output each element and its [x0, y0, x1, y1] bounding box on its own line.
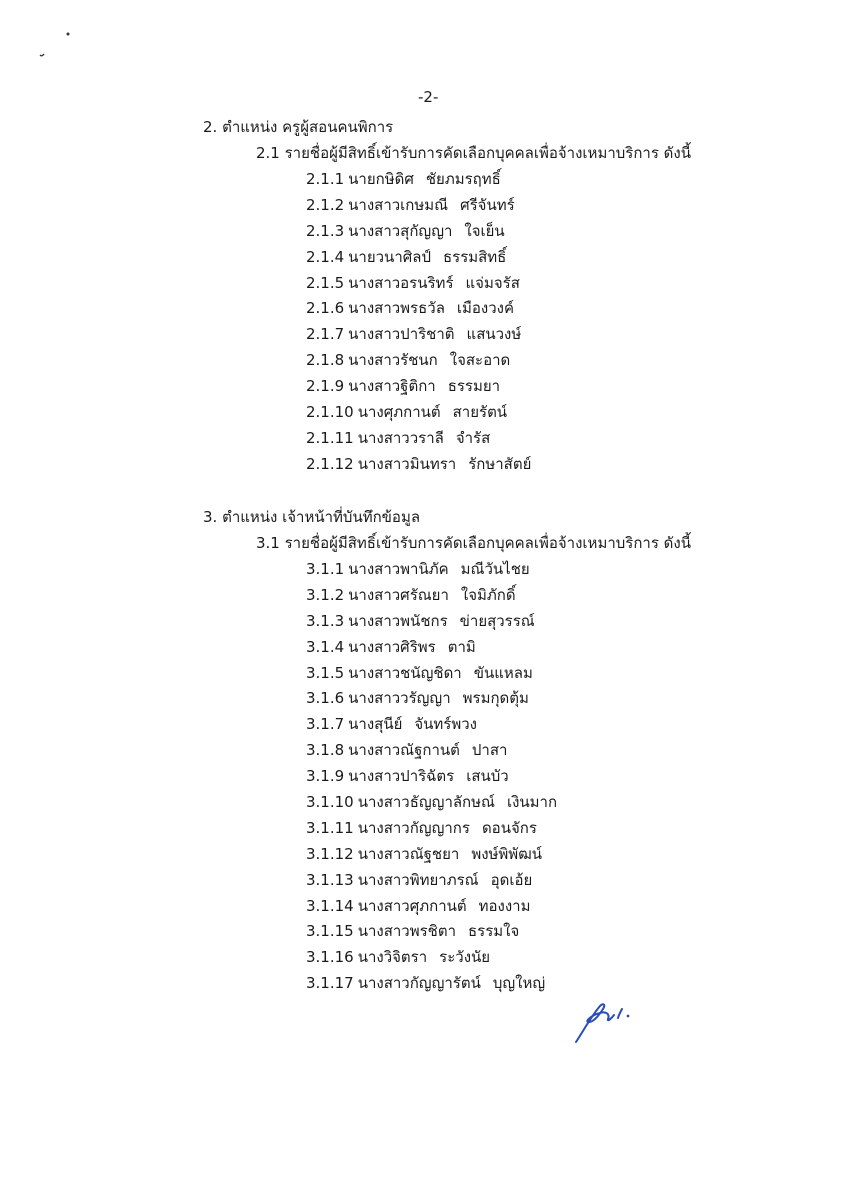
list-item	[306, 374, 531, 400]
item-number: 3.1.1	[306, 560, 345, 578]
section-subheading-2-1: 2.1 รายชื่อผู้มีสิทธิ์เข้ารับการคัดเลือกบุคคลเพื่อจ้างเหมาบริการ ดังนี้	[256, 144, 691, 162]
list-item	[306, 219, 531, 245]
item-number: 2.1.1	[306, 170, 345, 188]
item-number: 3.1.6	[306, 689, 345, 708]
person-name: นางสาวณัฐชยา	[357, 844, 460, 863]
item-number: 3.1.5	[306, 663, 345, 682]
person-name: นางสาวกัญญากร	[357, 818, 470, 837]
list-item	[306, 609, 557, 635]
person-name: นางสาวพรธวัล	[348, 299, 445, 318]
list-item	[306, 167, 531, 193]
list-item	[306, 971, 557, 997]
list-item	[306, 790, 557, 816]
person-name: นางสาวศุภกานต์	[357, 896, 467, 915]
item-number: 3.1.15	[306, 922, 354, 941]
person-surname: บุญใหญ่	[492, 974, 546, 993]
person-name: นางสาวพิทยาภรณ์	[357, 870, 479, 889]
scan-speck-icon	[36, 28, 76, 68]
section-subheading-3-1: 3.1 รายชื่อผู้มีสิทธิ์เข้ารับการคัดเลือกบุคคลเพื่อจ้างเหมาบริการ ดังนี้	[256, 534, 691, 552]
list-item	[306, 868, 557, 894]
item-number: 3.1.13	[306, 870, 354, 889]
list-item	[306, 557, 557, 583]
section-heading-2: 2. ตำแหน่ง ครูผู้สอนคนพิการ	[203, 118, 394, 136]
person-surname: จำรัส	[455, 428, 491, 447]
person-surname: ธรรมยา	[447, 377, 501, 396]
list-item	[306, 894, 557, 920]
list-item	[306, 712, 557, 738]
list-item	[306, 738, 557, 764]
person-surname: ใจเย็น	[464, 221, 505, 240]
list-item	[306, 842, 557, 868]
list-item	[306, 400, 531, 426]
item-number: 3.1.3	[306, 611, 345, 630]
person-surname: เมืองวงค์	[456, 299, 515, 318]
person-surname: ธรรมใจ	[468, 922, 520, 941]
item-number: 3.1.4	[306, 637, 345, 656]
person-name: นางสาวอรนริทร์	[348, 273, 454, 292]
person-name: นายกษิดิศ	[348, 170, 414, 188]
person-surname: ระวังนัย	[439, 948, 491, 967]
person-surname: รักษาสัตย์	[468, 454, 532, 473]
person-surname: ใจมิภักดิ์	[460, 585, 516, 604]
person-surname: ชัยภมรฤทธิ์	[425, 170, 501, 188]
person-surname: ขันแหลม	[473, 663, 533, 682]
person-surname: ศรีจันทร์	[460, 195, 515, 214]
person-surname: ใจสะอาด	[449, 351, 511, 370]
person-name: นางสาวชนัญชิดา	[348, 663, 462, 682]
person-surname: ธรรมสิทธิ์	[442, 247, 507, 266]
person-name: นางสาวพานิภัค	[348, 560, 449, 578]
item-number: 3.1.17	[306, 974, 354, 993]
person-name: นางวิจิตรา	[357, 948, 428, 967]
person-name: นางสุนีย์	[348, 715, 403, 734]
list-item	[306, 583, 557, 609]
person-surname: สายรัตน์	[452, 403, 508, 422]
item-number: 2.1.6	[306, 299, 345, 318]
item-number: 2.1.8	[306, 351, 345, 370]
item-number: 3.1.14	[306, 896, 354, 915]
person-name: นางศุภกานต์	[357, 403, 441, 422]
item-number: 2.1.5	[306, 273, 345, 292]
item-number: 3.1.10	[306, 793, 354, 812]
person-name: นางสาวปาริชาติ	[348, 325, 455, 344]
list-item	[306, 452, 531, 478]
candidate-list-2-1	[306, 167, 531, 478]
list-item	[306, 296, 531, 322]
page-number: -2-	[418, 88, 439, 106]
list-item	[306, 245, 531, 271]
item-number: 3.1.9	[306, 767, 345, 786]
person-name: นางสาวรัชนก	[348, 351, 438, 370]
person-name: นางสาวธัญญาลักษณ์	[357, 793, 495, 812]
person-name: นายวนาศิลป์	[348, 247, 431, 266]
list-item	[306, 945, 557, 971]
item-number: 2.1.9	[306, 377, 345, 396]
signature-icon	[570, 996, 640, 1048]
list-item	[306, 271, 531, 297]
person-surname: ทองงาม	[478, 896, 531, 915]
item-number: 2.1.3	[306, 221, 345, 240]
person-surname: จันทร์พวง	[414, 715, 477, 734]
item-number: 3.1.2	[306, 585, 345, 604]
person-surname: แจ่มจรัส	[465, 273, 520, 292]
person-name: นางสาวเกษมณี	[348, 195, 449, 214]
list-item	[306, 348, 531, 374]
person-surname: แสนวงษ์	[466, 325, 522, 344]
person-surname: เสนบัว	[466, 767, 509, 786]
item-number: 2.1.10	[306, 403, 354, 422]
person-surname: ข่ายสุวรรณ์	[459, 611, 535, 630]
person-surname: อุดเอ้ย	[490, 870, 533, 889]
person-name: นางสาวมินทรา	[357, 454, 457, 473]
item-number: 2.1.2	[306, 195, 345, 214]
list-item	[306, 686, 557, 712]
person-name: นางสาวสุกัญญา	[348, 221, 453, 240]
item-number: 3.1.11	[306, 818, 354, 837]
list-item	[306, 322, 531, 348]
item-number: 2.1.11	[306, 428, 354, 447]
person-name: นางสาวกัญญารัตน์	[357, 974, 481, 993]
person-surname: เงินมาก	[506, 793, 558, 812]
person-surname: ปาสา	[471, 741, 508, 760]
person-surname: พรมกุดตุ้ม	[462, 689, 529, 708]
list-item	[306, 426, 531, 452]
list-item	[306, 635, 557, 661]
section-heading-3: 3. ตำแหน่ง เจ้าหน้าที่บันทึกข้อมูล	[203, 508, 421, 526]
person-surname: ดอนจักร	[481, 818, 537, 837]
person-name: นางสาวปาริฉัตร	[348, 767, 455, 786]
person-name: นางสาวศิริพร	[348, 637, 436, 656]
item-number: 3.1.7	[306, 715, 345, 734]
person-name: นางสาวณัฐกานต์	[348, 741, 460, 760]
candidate-list-3-1	[306, 557, 557, 997]
list-item	[306, 919, 557, 945]
person-name: นางสาววรัญญา	[348, 689, 451, 708]
person-name: นางสาวพรชิตา	[357, 922, 457, 941]
person-name: นางสาววราลี	[357, 428, 444, 447]
item-number: 3.1.16	[306, 948, 354, 967]
list-item	[306, 193, 531, 219]
list-item	[306, 816, 557, 842]
person-name: นางสาวศรัณยา	[348, 585, 449, 604]
list-item	[306, 661, 557, 687]
list-item	[306, 764, 557, 790]
item-number: 2.1.4	[306, 247, 345, 266]
person-surname: มณีวันไชย	[460, 560, 530, 578]
person-name: นางสาวพนัชกร	[348, 611, 448, 630]
item-number: 3.1.8	[306, 741, 345, 760]
item-number: 2.1.12	[306, 454, 354, 473]
item-number: 3.1.12	[306, 844, 354, 863]
item-number: 2.1.7	[306, 325, 345, 344]
person-name: นางสาวฐิติกา	[348, 377, 436, 396]
person-surname: พงษ์พิพัฒน์	[471, 844, 542, 863]
person-surname: ตามิ	[447, 637, 476, 656]
